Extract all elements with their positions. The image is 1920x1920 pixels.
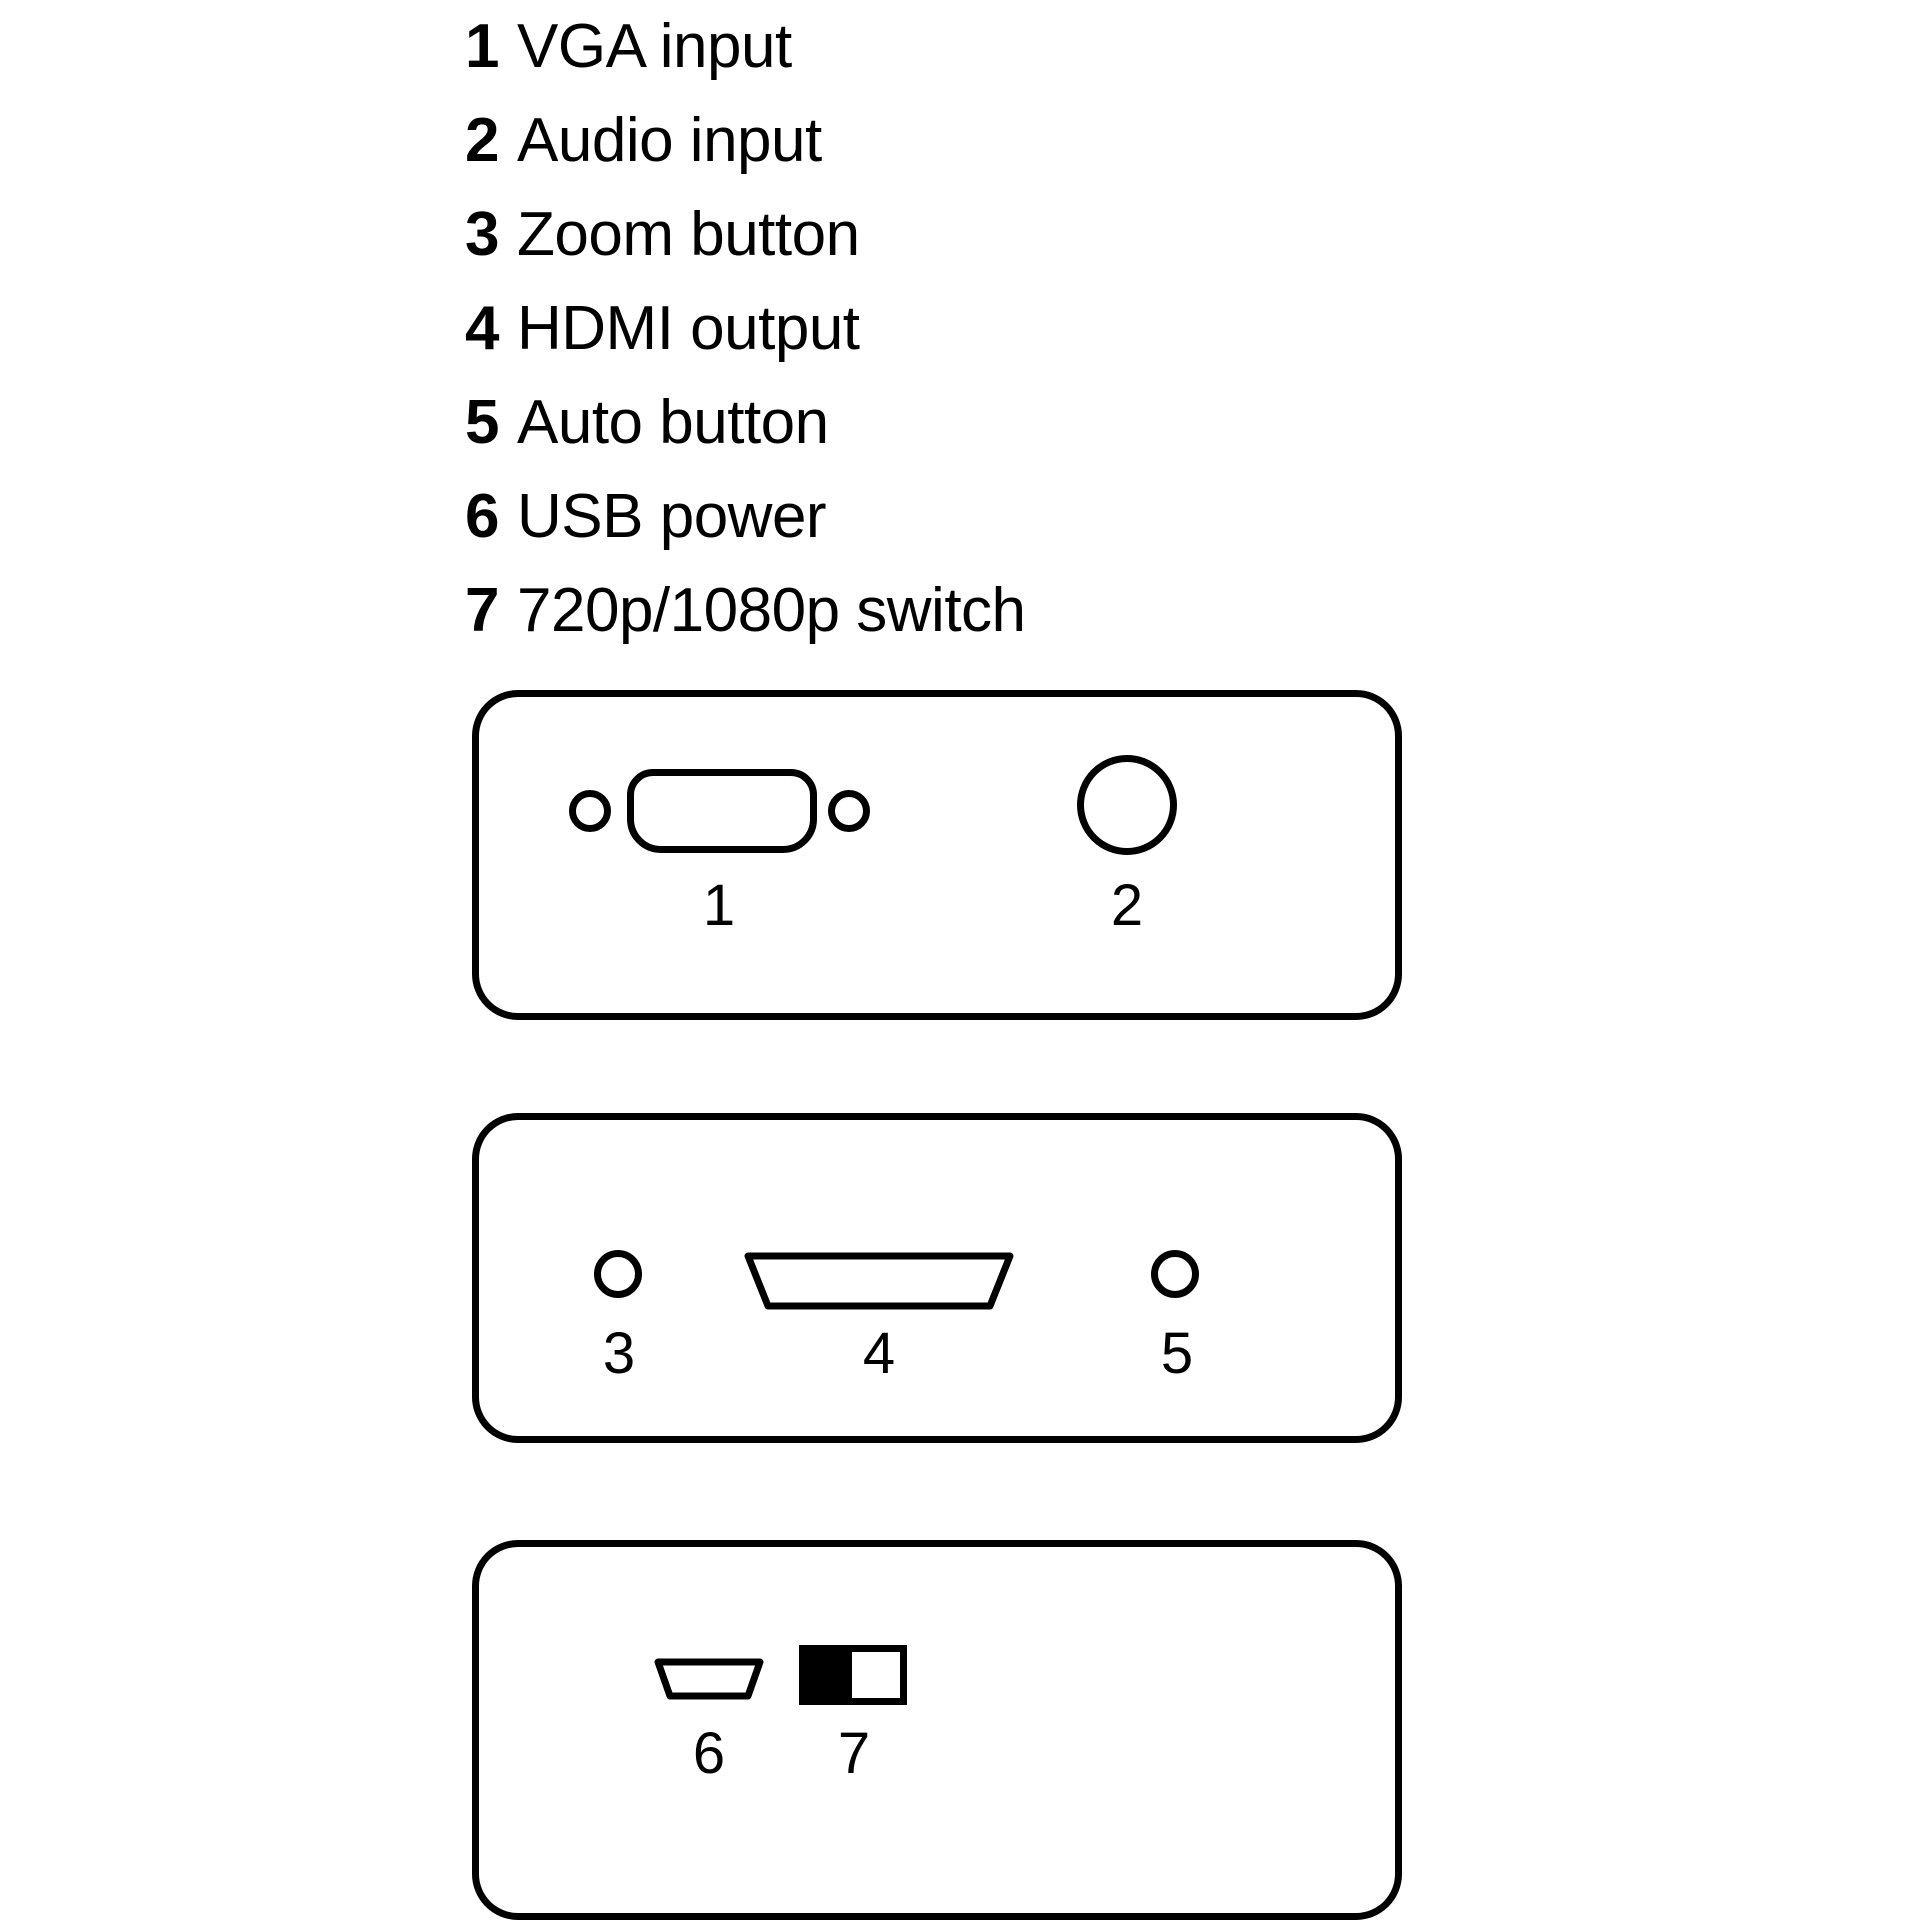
legend-item-label: HDMI output <box>517 294 860 363</box>
legend-item-number: 3 <box>465 200 499 269</box>
callout-number: 1 <box>702 873 736 938</box>
legend-item <box>465 282 1465 376</box>
front-panel-diagram <box>472 690 1402 1020</box>
callout-number: 3 <box>602 1321 636 1386</box>
vga-screw-hole-right-icon <box>828 790 870 832</box>
legend-item-number: 5 <box>465 388 499 457</box>
legend-item-label: Auto button <box>517 388 829 457</box>
audio-jack-icon <box>1077 755 1177 855</box>
legend-item-label: USB power <box>517 482 827 551</box>
legend-item-number: 7 <box>465 576 499 645</box>
legend-item-label: Audio input <box>517 106 822 175</box>
resolution-switch-icon[interactable] <box>799 1645 907 1705</box>
legend-item-number: 6 <box>465 482 499 551</box>
callout-number: 6 <box>692 1721 726 1786</box>
hdmi-connector-icon <box>744 1250 1014 1312</box>
switch-track <box>852 1652 900 1698</box>
legend-item-number: 4 <box>465 294 499 363</box>
legend-item-label: VGA input <box>517 12 792 81</box>
legend-item-number: 1 <box>465 12 499 81</box>
vga-screw-hole-left-icon <box>569 790 611 832</box>
legend-item-number: 2 <box>465 106 499 175</box>
legend-item <box>465 564 1465 658</box>
legend-item-label: Zoom button <box>517 200 860 269</box>
legend-item <box>465 376 1465 470</box>
callout-number: 4 <box>862 1321 896 1386</box>
back-panel-diagram <box>472 1113 1402 1443</box>
switch-knob <box>806 1652 852 1698</box>
callout-number: 2 <box>1110 873 1144 938</box>
legend-item <box>465 0 1465 94</box>
legend-item <box>465 188 1465 282</box>
legend-item-label: 720p/1080p switch <box>517 576 1026 645</box>
legend-list <box>465 0 1465 658</box>
auto-button-icon <box>1151 1250 1199 1298</box>
legend-item <box>465 94 1465 188</box>
usb-power-connector-icon <box>654 1657 764 1697</box>
vga-shell-icon <box>627 769 817 853</box>
callout-number: 7 <box>837 1721 871 1786</box>
zoom-button-icon <box>594 1250 642 1298</box>
callout-number: 5 <box>1160 1321 1194 1386</box>
legend-item <box>465 470 1465 564</box>
side-panel-diagram <box>472 1540 1402 1920</box>
